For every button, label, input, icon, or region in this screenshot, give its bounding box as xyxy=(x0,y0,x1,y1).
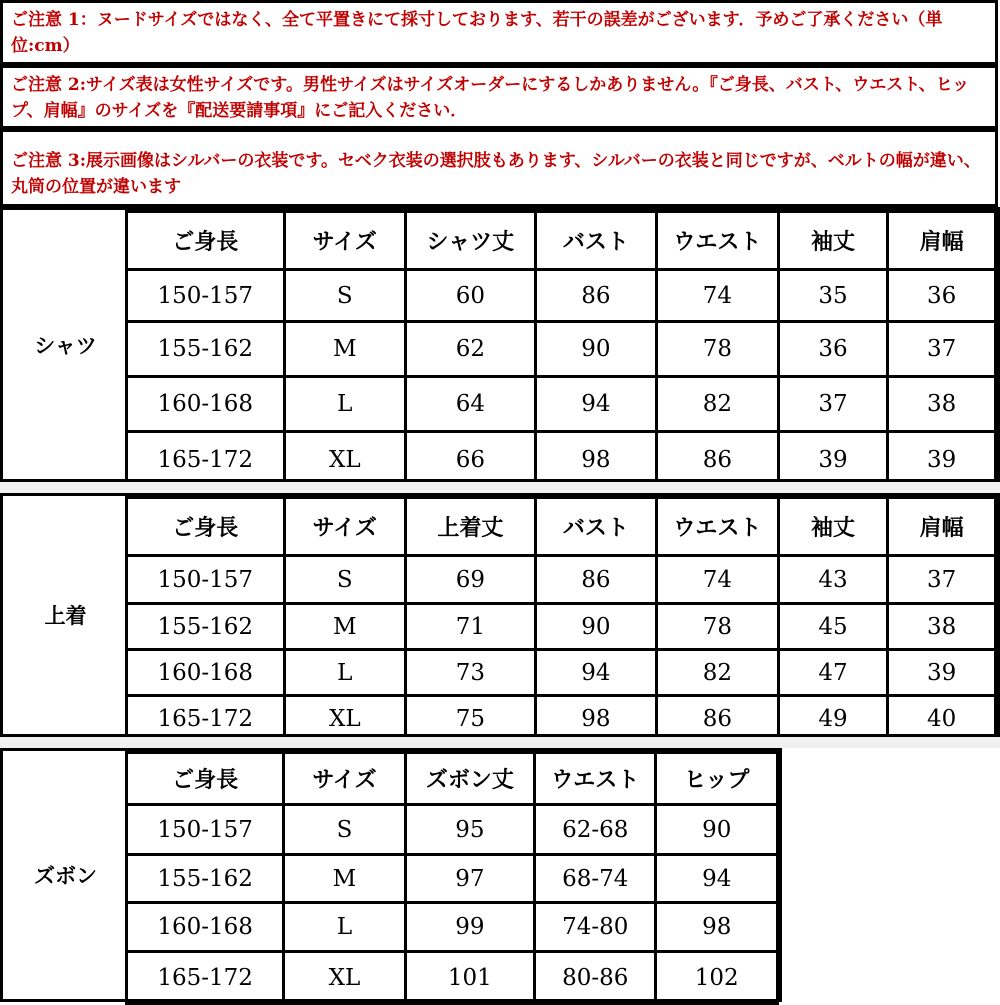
table-cell: 39 xyxy=(888,650,996,696)
table-cell: XL xyxy=(284,432,406,488)
table-cell: 90 xyxy=(535,604,657,650)
column-header: ヒップ xyxy=(656,753,778,805)
table-cell: 155-162 xyxy=(127,604,285,650)
column-header: ご身長 xyxy=(127,498,285,556)
table-cell: 71 xyxy=(406,604,536,650)
section-label: 上着 xyxy=(44,603,87,628)
column-header: サイズ xyxy=(284,498,406,556)
table-row xyxy=(127,270,996,322)
table-cell: 38 xyxy=(888,377,996,432)
section-divider xyxy=(0,737,1000,748)
size-table xyxy=(125,496,997,743)
section-divider xyxy=(0,482,1000,493)
table-row xyxy=(127,556,996,604)
table-cell: 86 xyxy=(535,556,657,604)
column-header: ご身長 xyxy=(127,212,285,270)
table-row xyxy=(127,952,778,1004)
jacket-size-section xyxy=(0,493,1000,737)
note-3: ご注意 3:展示画像はシルバーの衣装です。セベク衣装の選択肢もあります、シルバーの衣装と同じですが、ベルトの幅が違い、丸筒の位置が違います xyxy=(0,129,998,207)
table-cell: 37 xyxy=(888,322,996,377)
table-cell: 69 xyxy=(406,556,536,604)
table-cell: 74 xyxy=(657,270,779,322)
column-header: シャツ丈 xyxy=(406,212,536,270)
table-cell: 38 xyxy=(888,604,996,650)
table-cell: 64 xyxy=(406,377,536,432)
table-cell: L xyxy=(284,903,405,952)
table-cell: 43 xyxy=(778,556,888,604)
table-cell: 165-172 xyxy=(127,952,284,1004)
section-label: シャツ xyxy=(34,332,97,358)
table-cell: 155-162 xyxy=(127,322,285,377)
table-cell: 36 xyxy=(778,322,888,377)
table-cell: 98 xyxy=(535,696,657,742)
table-cell: 36 xyxy=(888,270,996,322)
table-cell: 62 xyxy=(406,322,536,377)
table-cell: 99 xyxy=(405,903,534,952)
table-cell: 98 xyxy=(535,432,657,488)
column-header: 上着丈 xyxy=(406,498,536,556)
column-header: バスト xyxy=(535,212,657,270)
table-cell: 78 xyxy=(657,604,779,650)
table-cell: 101 xyxy=(405,952,534,1004)
column-header: ウエスト xyxy=(657,498,779,556)
table-cell: 86 xyxy=(657,696,779,742)
header-row xyxy=(127,212,996,270)
table-cell: XL xyxy=(284,696,406,742)
table-cell: S xyxy=(284,805,405,855)
table-cell: 90 xyxy=(656,805,778,855)
table-row xyxy=(127,805,778,855)
table-cell: S xyxy=(284,270,406,322)
table-cell: 160-168 xyxy=(127,903,284,952)
table-cell: 155-162 xyxy=(127,855,284,903)
table-cell: S xyxy=(284,556,406,604)
header-row xyxy=(127,753,778,805)
header-row xyxy=(127,498,996,556)
table-cell: 74-80 xyxy=(535,903,656,952)
table-cell: L xyxy=(284,377,406,432)
table-cell: 73 xyxy=(406,650,536,696)
table-cell: 80-86 xyxy=(535,952,656,1004)
table-cell: 82 xyxy=(657,377,779,432)
table-cell: 160-168 xyxy=(127,377,285,432)
table-row xyxy=(127,650,996,696)
table-row xyxy=(127,322,996,377)
table-row xyxy=(127,696,996,742)
size-table xyxy=(125,210,997,489)
table-cell: 160-168 xyxy=(127,650,285,696)
table-cell: L xyxy=(284,650,406,696)
table-cell: 39 xyxy=(888,432,996,488)
table-cell: 94 xyxy=(535,377,657,432)
table-cell: M xyxy=(284,855,405,903)
table-cell: 49 xyxy=(778,696,888,742)
table-cell: 37 xyxy=(778,377,888,432)
table-cell: 47 xyxy=(778,650,888,696)
column-header: バスト xyxy=(535,498,657,556)
table-cell: 39 xyxy=(778,432,888,488)
column-header: ご身長 xyxy=(127,753,284,805)
table-cell: 82 xyxy=(657,650,779,696)
table-cell: 35 xyxy=(778,270,888,322)
column-header: 袖丈 xyxy=(778,212,888,270)
table-cell: 60 xyxy=(406,270,536,322)
table-row xyxy=(127,604,996,650)
column-header: サイズ xyxy=(284,753,405,805)
table-cell: 97 xyxy=(405,855,534,903)
column-header: サイズ xyxy=(284,212,406,270)
size-table xyxy=(125,751,779,1005)
table-cell: 40 xyxy=(888,696,996,742)
pants-size-section xyxy=(0,748,782,1002)
table-cell: 95 xyxy=(405,805,534,855)
table-cell: 78 xyxy=(657,322,779,377)
table-cell: XL xyxy=(284,952,405,1004)
table-cell: 90 xyxy=(535,322,657,377)
table-cell: 94 xyxy=(535,650,657,696)
note-1: ご注意 1：ヌードサイズではなく、全て平置きにて採寸しております、若干の誤差がございます．予めご了承ください（単位:cm） xyxy=(0,0,998,65)
column-header: ズボン丈 xyxy=(405,753,534,805)
table-row xyxy=(127,855,778,903)
table-cell: 62-68 xyxy=(535,805,656,855)
table-cell: 150-157 xyxy=(127,556,285,604)
table-cell: 45 xyxy=(778,604,888,650)
table-row xyxy=(127,432,996,488)
table-cell: M xyxy=(284,604,406,650)
table-cell: 86 xyxy=(535,270,657,322)
table-cell: 74 xyxy=(657,556,779,604)
table-cell: 102 xyxy=(656,952,778,1004)
table-row xyxy=(127,903,778,952)
section-label: ズボン xyxy=(34,863,97,888)
table-row xyxy=(127,377,996,432)
table-cell: 150-157 xyxy=(127,805,284,855)
table-cell: 37 xyxy=(888,556,996,604)
column-header: 肩幅 xyxy=(888,498,996,556)
shirt-size-section xyxy=(0,207,1000,482)
table-cell: 86 xyxy=(657,432,779,488)
table-cell: 68-74 xyxy=(535,855,656,903)
table-cell: 165-172 xyxy=(127,696,285,742)
note-2: ご注意 2:サイズ表は女性サイズです。男性サイズはサイズオーダーにするしかありません。『ご身長、バスト、ウエスト、ヒップ、肩幅』のサイズを『配送要請事項』にご記入ください． xyxy=(0,65,998,129)
table-cell: M xyxy=(284,322,406,377)
column-header: 肩幅 xyxy=(888,212,996,270)
column-header: ウエスト xyxy=(535,753,656,805)
column-header: 袖丈 xyxy=(778,498,888,556)
table-cell: 94 xyxy=(656,855,778,903)
table-cell: 75 xyxy=(406,696,536,742)
column-header: ウエスト xyxy=(657,212,779,270)
table-cell: 150-157 xyxy=(127,270,285,322)
table-cell: 66 xyxy=(406,432,536,488)
table-cell: 165-172 xyxy=(127,432,285,488)
table-cell: 98 xyxy=(656,903,778,952)
